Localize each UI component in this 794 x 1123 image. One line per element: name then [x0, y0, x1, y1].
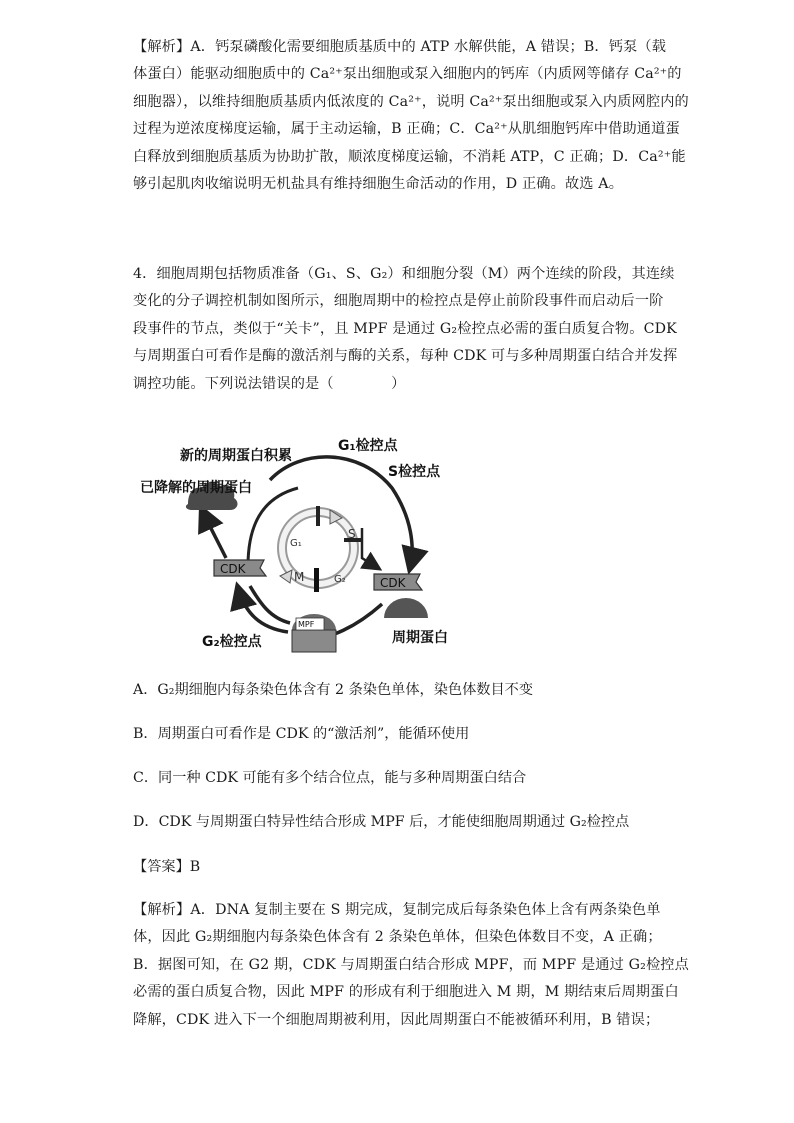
- text-line: 调控功能。下列说法错误的是（ ）: [133, 375, 406, 392]
- label-degraded-cyclin: 已降解的周期蛋白: [140, 480, 252, 496]
- text-line: 与周期蛋白可看作是酶的激活剂与酶的关系，每种 CDK 可与多种周期蛋白结合并发挥: [133, 348, 678, 365]
- text-line: 够引起肌肉收缩说明无机盐具有维持细胞生命活动的作用，D 正确。故选 A。: [133, 176, 624, 193]
- text-line: 必需的蛋白质复合物，因此 MPF 的形成有利于细胞进入 M 期，M 期结束后周期蛋白: [133, 984, 679, 1001]
- arrow-to-degraded: [202, 510, 226, 558]
- label-g2-checkpoint: G₂检控点: [202, 634, 262, 650]
- cell-cycle-diagram: [130, 418, 470, 664]
- text-line: 段事件的节点，类似于“关卡”，且 MPF 是通过 G₂检控点必需的蛋白质复合物。CDK: [133, 320, 677, 337]
- arrow-mpf-to-cdk: [238, 588, 288, 632]
- text-line: 【解析】A．DNA 复制主要在 S 期完成，复制完成后每条染色体上含有两条染色单: [133, 902, 661, 918]
- text-line: 细胞器），以维持细胞质基质内低浓度的 Ca²⁺，说明 Ca²⁺泵出细胞或泵入内质网腔内的: [133, 93, 689, 110]
- analysis-q4: [133, 897, 689, 1034]
- analysis-q3: [133, 34, 689, 198]
- text-line: 体，因此 G₂期细胞内每条染色体含有 2 条染色单体，但染色体数目不变，A 正确；: [133, 929, 662, 946]
- g2-checkpoint-bar: [314, 568, 319, 592]
- option-b: B．周期蛋白可看作是 CDK 的“激活剂”，能循环使用: [133, 726, 470, 742]
- mpf-cdk-part: [292, 630, 336, 652]
- phase-label-m: M: [294, 570, 305, 584]
- phase-label-s: S: [348, 527, 356, 541]
- answer-line: 【答案】B: [133, 859, 201, 875]
- option-c: C．同一种 CDK 可能有多个结合位点，能与多种周期蛋白结合: [133, 770, 527, 786]
- text-line: 降解，CDK 进入下一个细胞周期被利用，因此周期蛋白不能被循环利用，B 错误；: [133, 1011, 660, 1028]
- label-new-cyclin: 新的周期蛋白积累: [180, 448, 292, 464]
- question-4-stem: [133, 261, 678, 398]
- arrow-s-checkpoint: [362, 528, 378, 568]
- label-g1-checkpoint: G₁检控点: [338, 438, 398, 454]
- cyclin-icon: [384, 598, 428, 618]
- text-line: 4．细胞周期包括物质准备（G₁、S、G₂）和细胞分裂（M）两个连续的阶段，其连续: [133, 266, 675, 282]
- mpf-label: MPF: [298, 620, 315, 629]
- text-line: 【解析】A．钙泵磷酸化需要细胞质基质中的 ATP 水解供能，A 错误；B．钙泵（载: [133, 39, 667, 55]
- option-d: D．CDK 与周期蛋白特异性结合形成 MPF 后，才能使细胞周期通过 G₂检控点: [133, 814, 630, 830]
- text-line: B．据图可知，在 G2 期，CDK 与周期蛋白结合形成 MPF，而 MPF 是通过 G₂检控点: [133, 956, 689, 973]
- cdk-right-label: CDK: [380, 576, 406, 590]
- label-s-checkpoint: S检控点: [388, 464, 441, 480]
- phase-label-g2: G₂: [334, 574, 346, 585]
- text-line: 过程为逆浓度梯度运输，属于主动运输，B 正确；C．Ca²⁺从肌细胞钙库中借助通道蛋: [133, 121, 680, 138]
- label-cyclin: 周期蛋白: [392, 630, 448, 646]
- phase-label-g1: G₁: [290, 538, 302, 549]
- g1-checkpoint-bar: [316, 506, 320, 526]
- text-line: 白释放到细胞质基质为协助扩散，顺浓度梯度运输，不消耗 ATP，C 正确；D．Ca²⁺能: [133, 148, 686, 165]
- text-line: 变化的分子调控机制如图所示，细胞周期中的检控点是停止前阶段事件而启动后一阶: [133, 293, 664, 310]
- text-line: 体蛋白）能驱动细胞质中的 Ca²⁺泵出细胞或泵入细胞内的钙库（内质网等储存 Ca²⁺的: [133, 66, 682, 83]
- option-a: A．G₂期细胞内每条染色体含有 2 条染色单体，染色体数目不变: [133, 682, 534, 698]
- cdk-left-label: CDK: [220, 562, 246, 576]
